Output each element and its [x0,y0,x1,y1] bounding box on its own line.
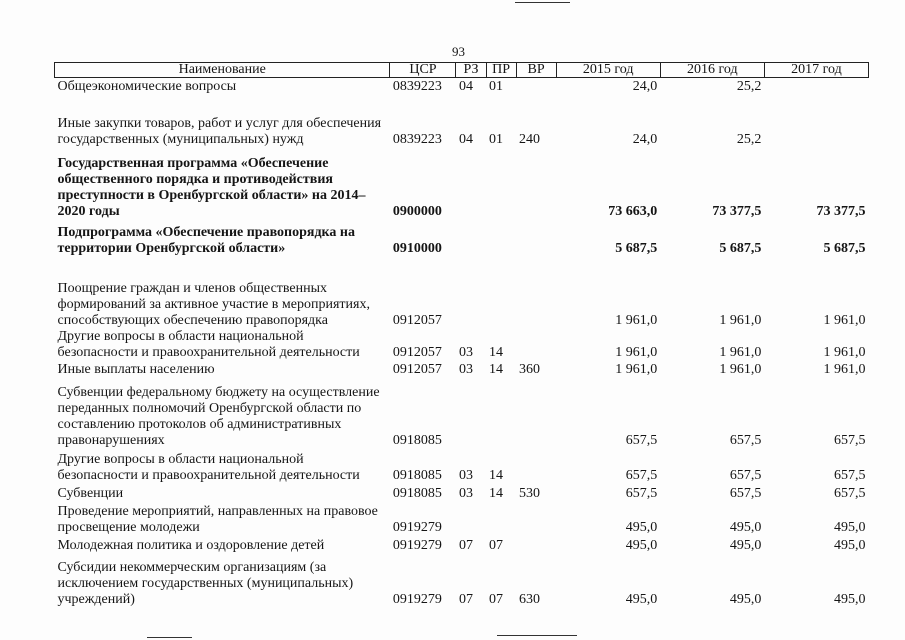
row-name: Подпрограмма «Обеспечение правопорядка на территории Оренбургской области» [57,224,355,256]
row-pr [486,378,516,449]
row-2016: 657,5 [729,467,762,483]
row-rz: 07 [458,591,473,607]
table-row [55,554,869,608]
row-csr: 0900000 [392,203,442,219]
row-rz: 07 [458,537,473,553]
row-rz [456,220,486,257]
row-csr: 0910000 [392,240,442,256]
row-name: Субвенции федеральному бюджету на осуществление переданных полномочий Оренбургской области по составлению протоколов об административных правонарушениях [57,384,380,448]
row-pr [486,257,516,329]
row-pr: 01 [489,131,504,147]
row-2017: 73 377,5 [816,203,866,219]
row-csr: 0912057 [392,361,442,377]
row-2017: 657,5 [834,485,866,501]
header-2016: 2016 год [660,63,764,78]
row-pr: 07 [489,591,504,607]
row-pr: 01 [489,78,504,94]
row-rz: 03 [458,485,473,501]
row-vr [516,449,556,484]
row-2016: 657,5 [729,432,762,448]
row-vr [516,220,556,257]
row-2016: 495,0 [729,537,762,553]
table-row [55,148,869,220]
table-row [55,257,869,329]
row-name: Другие вопросы в области национальной безопасности и правоохранительной деятельности [57,451,360,483]
row-name: Поощрение граждан и членов общественных формирований за активное участие в мероприятиях, способствующих обеспечению правопорядка [57,280,370,328]
row-rz: 04 [458,131,473,147]
row-2015: 5 687,5 [615,240,658,256]
row-2016: 25,2 [736,131,762,147]
row-rz [456,257,486,329]
row-2016: 657,5 [729,485,762,501]
table-row [55,95,869,148]
row-csr: 0912057 [392,312,442,328]
table-row [55,329,869,361]
row-name: Иные закупки товаров, работ и услуг для обеспечения государственных (муниципальных) нужд [57,115,382,147]
row-rz [456,148,486,220]
header-pr: ПР [486,63,516,78]
row-2017: 495,0 [834,591,866,607]
row-vr: 630 [519,591,541,607]
table-row [55,220,869,257]
row-vr: 240 [519,131,541,147]
row-csr: 0912057 [392,344,442,360]
row-2015: 24,0 [632,131,658,147]
row-name: Молодежная политика и оздоровление детей [57,537,325,553]
row-vr [516,148,556,220]
row-name: Субсидии некоммерческим организациям (за исключением государственных (муниципальных) учреждений) [57,559,354,607]
row-csr: 0919279 [392,537,442,553]
row-2017 [764,78,868,95]
row-2015: 1 961,0 [615,312,658,328]
row-2015: 495,0 [625,537,658,553]
row-2015: 73 663,0 [608,203,658,219]
row-name: Государственная программа «Обеспечение общественного порядка и противодействия преступности в Оренбургской области» на 2014–2020 годы [57,155,366,219]
row-vr [516,502,556,536]
table-row [55,449,869,484]
row-2016: 495,0 [729,519,762,535]
row-2015: 657,5 [625,485,658,501]
row-vr [516,257,556,329]
header-csr: ЦСР [390,63,456,78]
table-row [55,78,869,95]
row-csr: 0918085 [392,432,442,448]
row-rz: 03 [458,344,473,360]
row-2015: 495,0 [625,519,658,535]
row-pr: 14 [489,344,504,360]
row-2015: 657,5 [625,432,658,448]
row-vr [516,536,556,554]
row-2017: 495,0 [834,537,866,553]
row-2016: 1 961,0 [719,361,762,377]
row-rz: 03 [458,361,473,377]
header-2015: 2015 год [556,63,660,78]
row-csr: 0918085 [392,467,442,483]
row-2016: 25,2 [736,78,762,94]
row-pr [486,148,516,220]
row-csr: 0919279 [392,591,442,607]
row-2015: 495,0 [625,591,658,607]
row-2015: 1 961,0 [615,344,658,360]
row-2017 [764,95,868,148]
row-csr: 0839223 [392,131,442,147]
row-2016: 73 377,5 [712,203,762,219]
row-name: Субвенции [57,485,124,501]
header-name: Наименование [55,63,390,78]
row-vr: 360 [519,361,541,377]
row-pr: 07 [489,537,504,553]
row-csr: 0918085 [392,485,442,501]
row-pr: 14 [489,361,504,377]
row-name: Другие вопросы в области национальной безопасности и правоохранительной деятельности [57,328,360,360]
row-pr [486,220,516,257]
row-rz [456,502,486,536]
table-row [55,536,869,554]
row-vr [516,329,556,361]
budget-table [54,62,869,608]
page-number: 93 [452,44,465,59]
row-2017: 1 961,0 [823,312,866,328]
table-header-row [55,63,869,78]
row-2016: 1 961,0 [719,344,762,360]
row-csr: 0919279 [392,519,442,535]
table-body [55,78,869,608]
row-2015: 24,0 [632,78,658,94]
row-2017: 5 687,5 [823,240,866,256]
row-2016: 5 687,5 [719,240,762,256]
row-rz: 04 [458,78,473,94]
row-csr: 0839223 [392,78,442,94]
table-row [55,361,869,378]
table-row [55,484,869,502]
row-2017: 657,5 [834,432,866,448]
table-row [55,378,869,449]
row-2015: 1 961,0 [615,361,658,377]
row-vr: 530 [519,485,541,501]
row-vr [516,378,556,449]
table-row [55,502,869,536]
row-2017: 657,5 [834,467,866,483]
row-pr: 14 [489,485,504,501]
row-name: Проведение мероприятий, направленных на правовое просвещение молодежи [57,503,378,535]
header-rz: РЗ [456,63,486,78]
row-name: Иные выплаты населению [57,361,215,377]
row-2016: 495,0 [729,591,762,607]
row-name: Общеэкономические вопросы [57,78,237,94]
scan-mark-bottom [497,635,577,636]
row-2017: 1 961,0 [823,344,866,360]
row-rz: 03 [458,467,473,483]
row-2017: 1 961,0 [823,361,866,377]
row-rz [456,378,486,449]
row-2015: 657,5 [625,467,658,483]
row-pr: 14 [489,467,504,483]
scan-mark-top [515,2,570,3]
scan-mark-bottom-left [147,637,192,638]
row-vr [516,78,556,95]
header-vr: ВР [516,63,556,78]
row-pr [486,502,516,536]
row-2017: 495,0 [834,519,866,535]
row-2016: 1 961,0 [719,312,762,328]
header-2017: 2017 год [764,63,868,78]
